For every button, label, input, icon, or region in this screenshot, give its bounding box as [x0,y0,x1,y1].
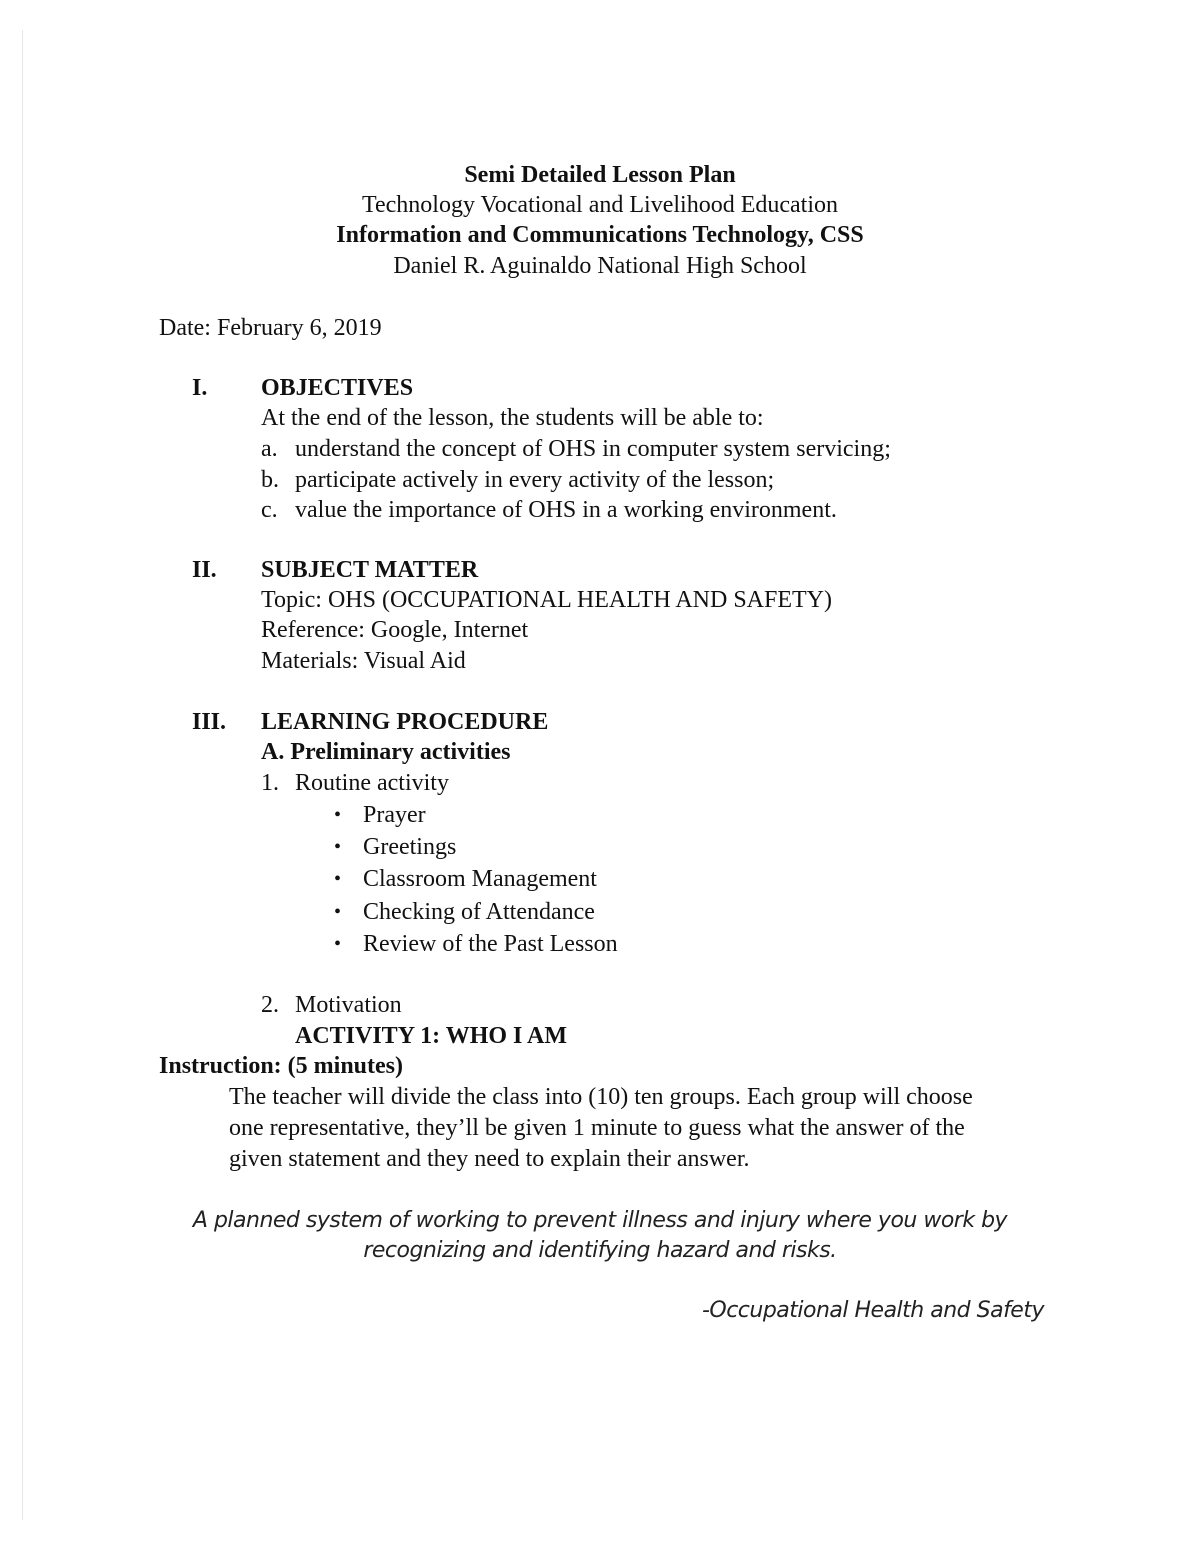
objective-letter: a. [261,436,278,462]
motivation-number: 2. [261,992,279,1018]
section-numeral-1: I. [192,375,208,401]
objective-letter: b. [261,467,279,493]
objectives-heading: OBJECTIVES [261,375,414,401]
routine-item: Classroom Management [363,866,597,892]
motivation-label: Motivation [295,992,402,1018]
objective-text: value the importance of OHS in a working environment. [295,497,837,523]
objective-text: participate actively in every activity of the lesson; [295,467,775,493]
routine-number: 1. [261,770,279,796]
subject-materials: Materials: Visual Aid [261,648,466,674]
bullet: • [334,804,342,826]
section-numeral-2: II. [192,557,217,583]
instruction-line: one representative, they’ll be given 1 minute to guess what the answer of the [229,1115,965,1141]
quote-line: A planned system of working to prevent illness and injury where you work by [192,1208,1008,1233]
bullet: • [334,836,342,858]
objective-text: understand the concept of OHS in computer system servicing; [295,436,891,462]
objective-letter: c. [261,497,278,523]
doc-school: Daniel R. Aguinaldo National High School [393,253,807,279]
subject-topic: Topic: OHS (OCCUPATIONAL HEALTH AND SAFETY) [261,587,833,613]
subject-reference: Reference: Google, Internet [261,617,529,643]
bullet: • [334,933,342,955]
doc-strand: Information and Communications Technology, CSS [336,222,864,248]
routine-label: Routine activity [295,770,449,796]
bullet: • [334,901,342,923]
procedure-heading: LEARNING PROCEDURE [261,709,549,735]
doc-subject: Technology Vocational and Livelihood Education [362,192,838,218]
objectives-intro: At the end of the lesson, the students will be able to: [261,405,764,431]
instruction-line: given statement and they need to explain their answer. [229,1146,750,1172]
lesson-date: Date: February 6, 2019 [159,315,382,341]
routine-item: Greetings [363,834,457,860]
routine-item: Checking of Attendance [363,899,595,925]
section-numeral-3: III. [192,709,227,735]
quote-attribution: -Occupational Health and Safety [701,1298,1044,1323]
instruction-line: The teacher will divide the class into (10) ten groups. Each group will choose [229,1084,973,1110]
quote-line: recognizing and identifying hazard and risks. [363,1238,837,1263]
routine-item: Prayer [363,802,426,828]
routine-item: Review of the Past Lesson [363,931,618,957]
instruction-label: Instruction: (5 minutes) [159,1053,403,1079]
bullet: • [334,868,342,890]
doc-title: Semi Detailed Lesson Plan [464,162,736,188]
preliminary-activities: A. Preliminary activities [261,739,511,765]
subject-matter-heading: SUBJECT MATTER [261,557,479,583]
activity-title: ACTIVITY 1: WHO I AM [295,1023,568,1049]
